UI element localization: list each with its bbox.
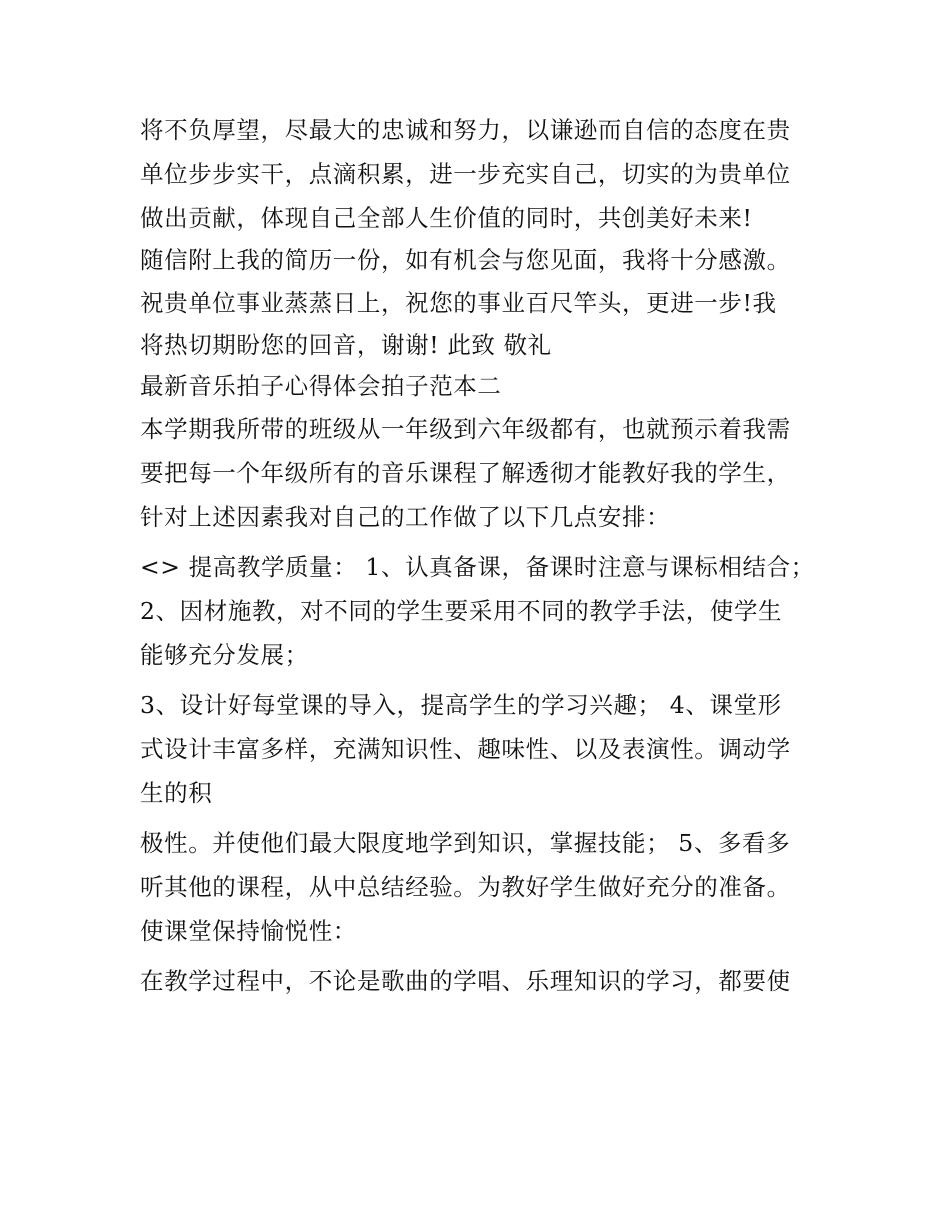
section-heading: 最新音乐拍子心得体会拍子范本二 [140,372,502,400]
text-line: 式设计丰富多样，充满知识性、趣味性、以及表演性。调动学 [140,735,791,763]
text-line: 在教学过程中，不论是歌曲的学唱、乐理知识的学习，都要使 [140,967,791,995]
text-line: 极性。并使他们最大限度地学到知识，掌握技能； 5、多看多 [140,829,791,857]
text-line: 针对上述因素我对自己的工作做了以下几点安排： [140,503,671,531]
text-line: 单位步步实干，点滴积累，进一步充实自己，切实的为贵单位 [140,160,791,188]
text-line: 将不负厚望，尽最大的忠诚和努力，以谦逊而自信的态度在贵 [140,116,791,144]
text-line: 使课堂保持愉悦性： [140,917,357,945]
text-line: 本学期我所带的班级从一年级到六年级都有，也就预示着我需 [140,415,791,443]
text-line: 做出贡献，体现自己全部人生价值的同时，共创美好未来! [140,204,753,232]
text-line: 能够充分发展； [140,641,309,669]
document-body [140,108,830,1003]
text-line: <> 提高教学质量： 1、认真备课，备课时注意与课标相结合； [140,553,815,581]
text-line: 要把每一个年级所有的音乐课程了解透彻才能教好我的学生， [140,459,791,487]
text-line: 生的积 [140,779,213,807]
text-line: 3、设计好每堂课的导入，提高学生的学习兴趣； 4、课堂形 [140,691,782,719]
text-line: 随信附上我的简历一份，如有机会与您见面，我将十分感激。 [140,246,791,274]
text-line: 听其他的课程，从中总结经验。为教好学生做好充分的准备。 [140,873,791,901]
text-line: 2、因材施教，对不同的学生要采用不同的教学手法，使学生 [140,597,783,625]
text-line: 将热切期盼您的回音，谢谢! 此致 敬礼 [140,331,552,359]
text-line: 祝贵单位事业蒸蒸日上，祝您的事业百尺竿头，更进一步!我 [140,289,777,317]
